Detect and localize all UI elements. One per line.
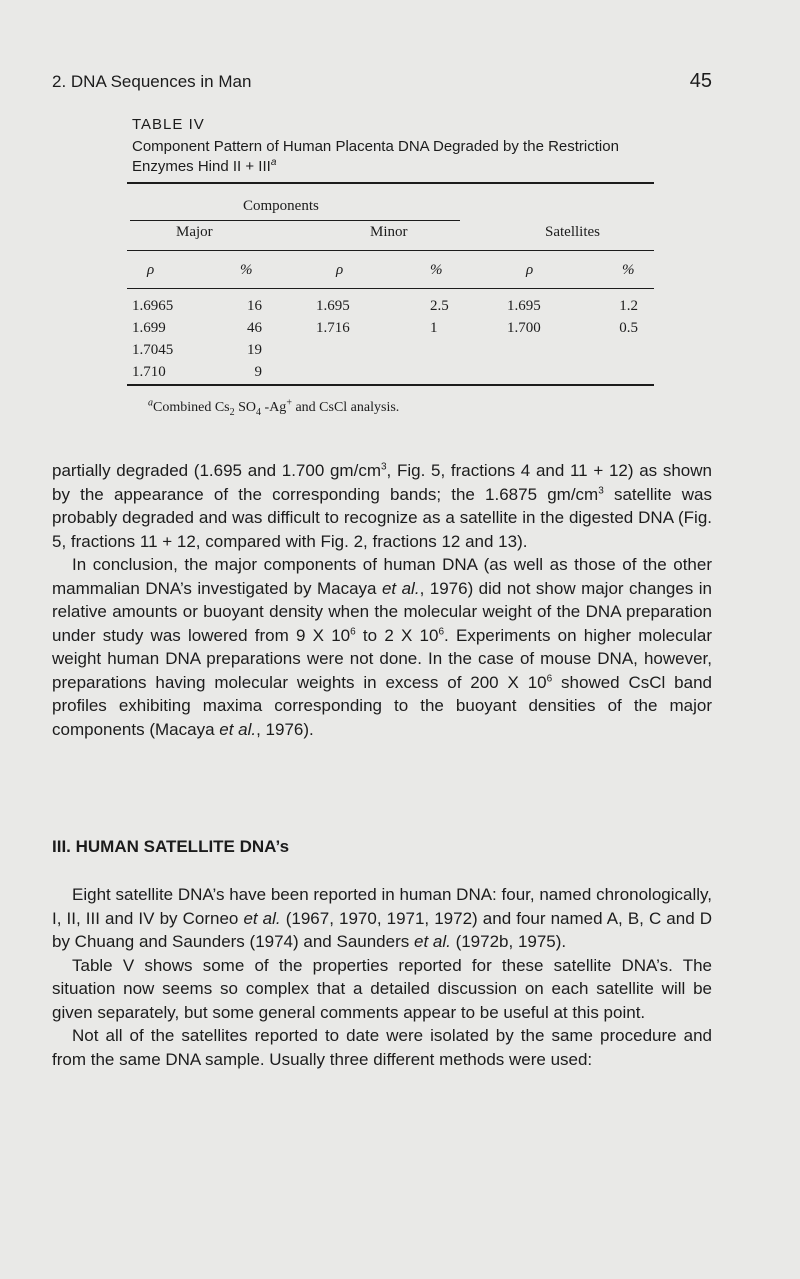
major-rho-symbol: ρ [147,262,155,278]
p2-italic: et al. [219,719,257,739]
paragraph-3 [52,883,712,954]
footnote-sub: 2 [229,406,235,418]
p2-text: , 1976) did not show major changes in relative amounts or buoyant density when the molecular weight of the DNA preparation under study was lowered from 9 X 10 [52,578,712,645]
major-pct-symbol: % [240,262,253,278]
footnote-mark: a [148,397,153,409]
paragraph-1 [52,459,712,553]
paragraph-2 [52,553,712,741]
major-rho-cell: 1.699 [132,320,166,336]
body-upper [52,459,712,741]
components-header: Components [243,198,319,214]
footnote-text: -Ag [261,400,287,415]
major-pct-cell: 16 [247,298,262,314]
p2-sup: 6 [546,672,553,684]
p2-text: . Experiments on higher molecular weight human DNA preparations were not done. In the case of mouse DNA, however, preparations having molecular weights in excess of 200 X 10 [52,625,712,692]
major-rho-cell: 1.6965 [132,298,174,314]
p1-text: satellite was probably degraded and was difficult to recognize as a satellite in the digested DNA (Fig. 5, fractions 11 + 12, compared with Fig. 2, fractions 12 and 13). [52,484,712,551]
sat-pct-symbol: % [622,262,635,278]
sat-pct-cell: 0.5 [619,320,638,336]
table-bottom-rule [127,384,654,386]
p3-text: (1972b, 1975). [450,932,567,951]
page-number: 45 [689,70,712,92]
minor-pct-cell: 1 [430,320,438,336]
caption-footnote-mark: a [270,157,277,168]
major-rho-cell: 1.7045 [132,342,174,358]
minor-rho-cell: 1.695 [316,298,350,314]
minor-rho-cell: 1.716 [316,320,350,336]
p3-italic: et al. [413,932,451,951]
p1-text: partially degraded (1.695 and 1.700 gm/cm [52,461,381,480]
sat-rho-symbol: ρ [526,262,534,278]
footnote-sub: 4 [256,406,262,418]
sat-rho-cell: 1.700 [507,320,541,336]
p1-sup: 3 [380,461,387,473]
major-pct-cell: 19 [247,342,262,358]
p1-text: , Fig. 5, fractions 4 and 11 + 12) as shown by the appearance of the corresponding bands; the 1.6875 gm/cm [52,461,712,504]
sat-rho-cell: 1.695 [507,298,541,314]
paragraph-5: Not all of the satellites reported to date were isolated by the same procedure and from the same DNA sample. Usually three different methods were used: [52,1026,712,1069]
components-underline [130,220,460,221]
footnote-text: SO [234,400,257,415]
section-heading: III. HUMAN SATELLITE DNA’s [52,837,290,856]
subgroup-rule [127,250,654,251]
header-rule [127,288,654,289]
minor-header: Minor [370,224,408,240]
table-label: TABLE IV [132,116,205,133]
p1-sup: 3 [598,484,604,496]
body-lower [52,883,712,1071]
p2-sup: 6 [350,625,356,637]
major-pct-cell: 9 [254,364,262,380]
p2-text: , 1976). [256,719,314,739]
p2-text: to 2 X 10 [355,625,439,645]
p2-sup: 6 [438,625,445,637]
paragraph-4: Table V shows some of the properties reported for these satellite DNA’s. The situation now seems so complex that a detailed discussion on each satellite will be given separately, but some general comments appear to be useful at this point. [52,955,712,1022]
footnote-sup: + [286,397,292,409]
satellites-header: Satellites [545,224,600,240]
sat-pct-cell: 1.2 [619,298,638,314]
major-header: Major [176,224,213,240]
minor-pct-symbol: % [430,262,443,278]
p3-text: (1967, 1970, 1971, 1972) and four named A, B, C and D by Chuang and Saunders (1974) and Saunders [52,908,713,951]
p2-italic: et al. [381,578,420,598]
table-top-rule [127,182,654,184]
p3-text: Eight satellite DNA’s have been reported in human DNA: four, named chronologically, I, II, III and IV by Corneo [52,885,712,928]
footnote-text: Combined Cs [153,400,230,415]
minor-rho-symbol: ρ [336,262,344,278]
table-footnote [148,397,400,418]
running-head: 2. DNA Sequences in Man [52,72,252,91]
major-pct-cell: 46 [247,320,262,336]
p2-text: In conclusion, the major components of human DNA (as well as those of the other mammalian DNA’s investigated by Macaya [52,555,712,598]
p2-text: showed CsCl band profiles exhibiting maxima corresponding to the buoyant densities of the major components (Macaya [52,672,712,739]
footnote-text: and CsCl analysis. [291,400,400,415]
major-rho-cell: 1.710 [132,364,166,380]
minor-pct-cell: 2.5 [430,298,449,314]
p3-italic: et al. [243,908,281,928]
table-caption-text: Component Pattern of Human Placenta DNA Degraded by the Restriction Enzymes Hind II + III [132,138,619,175]
table-caption [132,137,672,177]
